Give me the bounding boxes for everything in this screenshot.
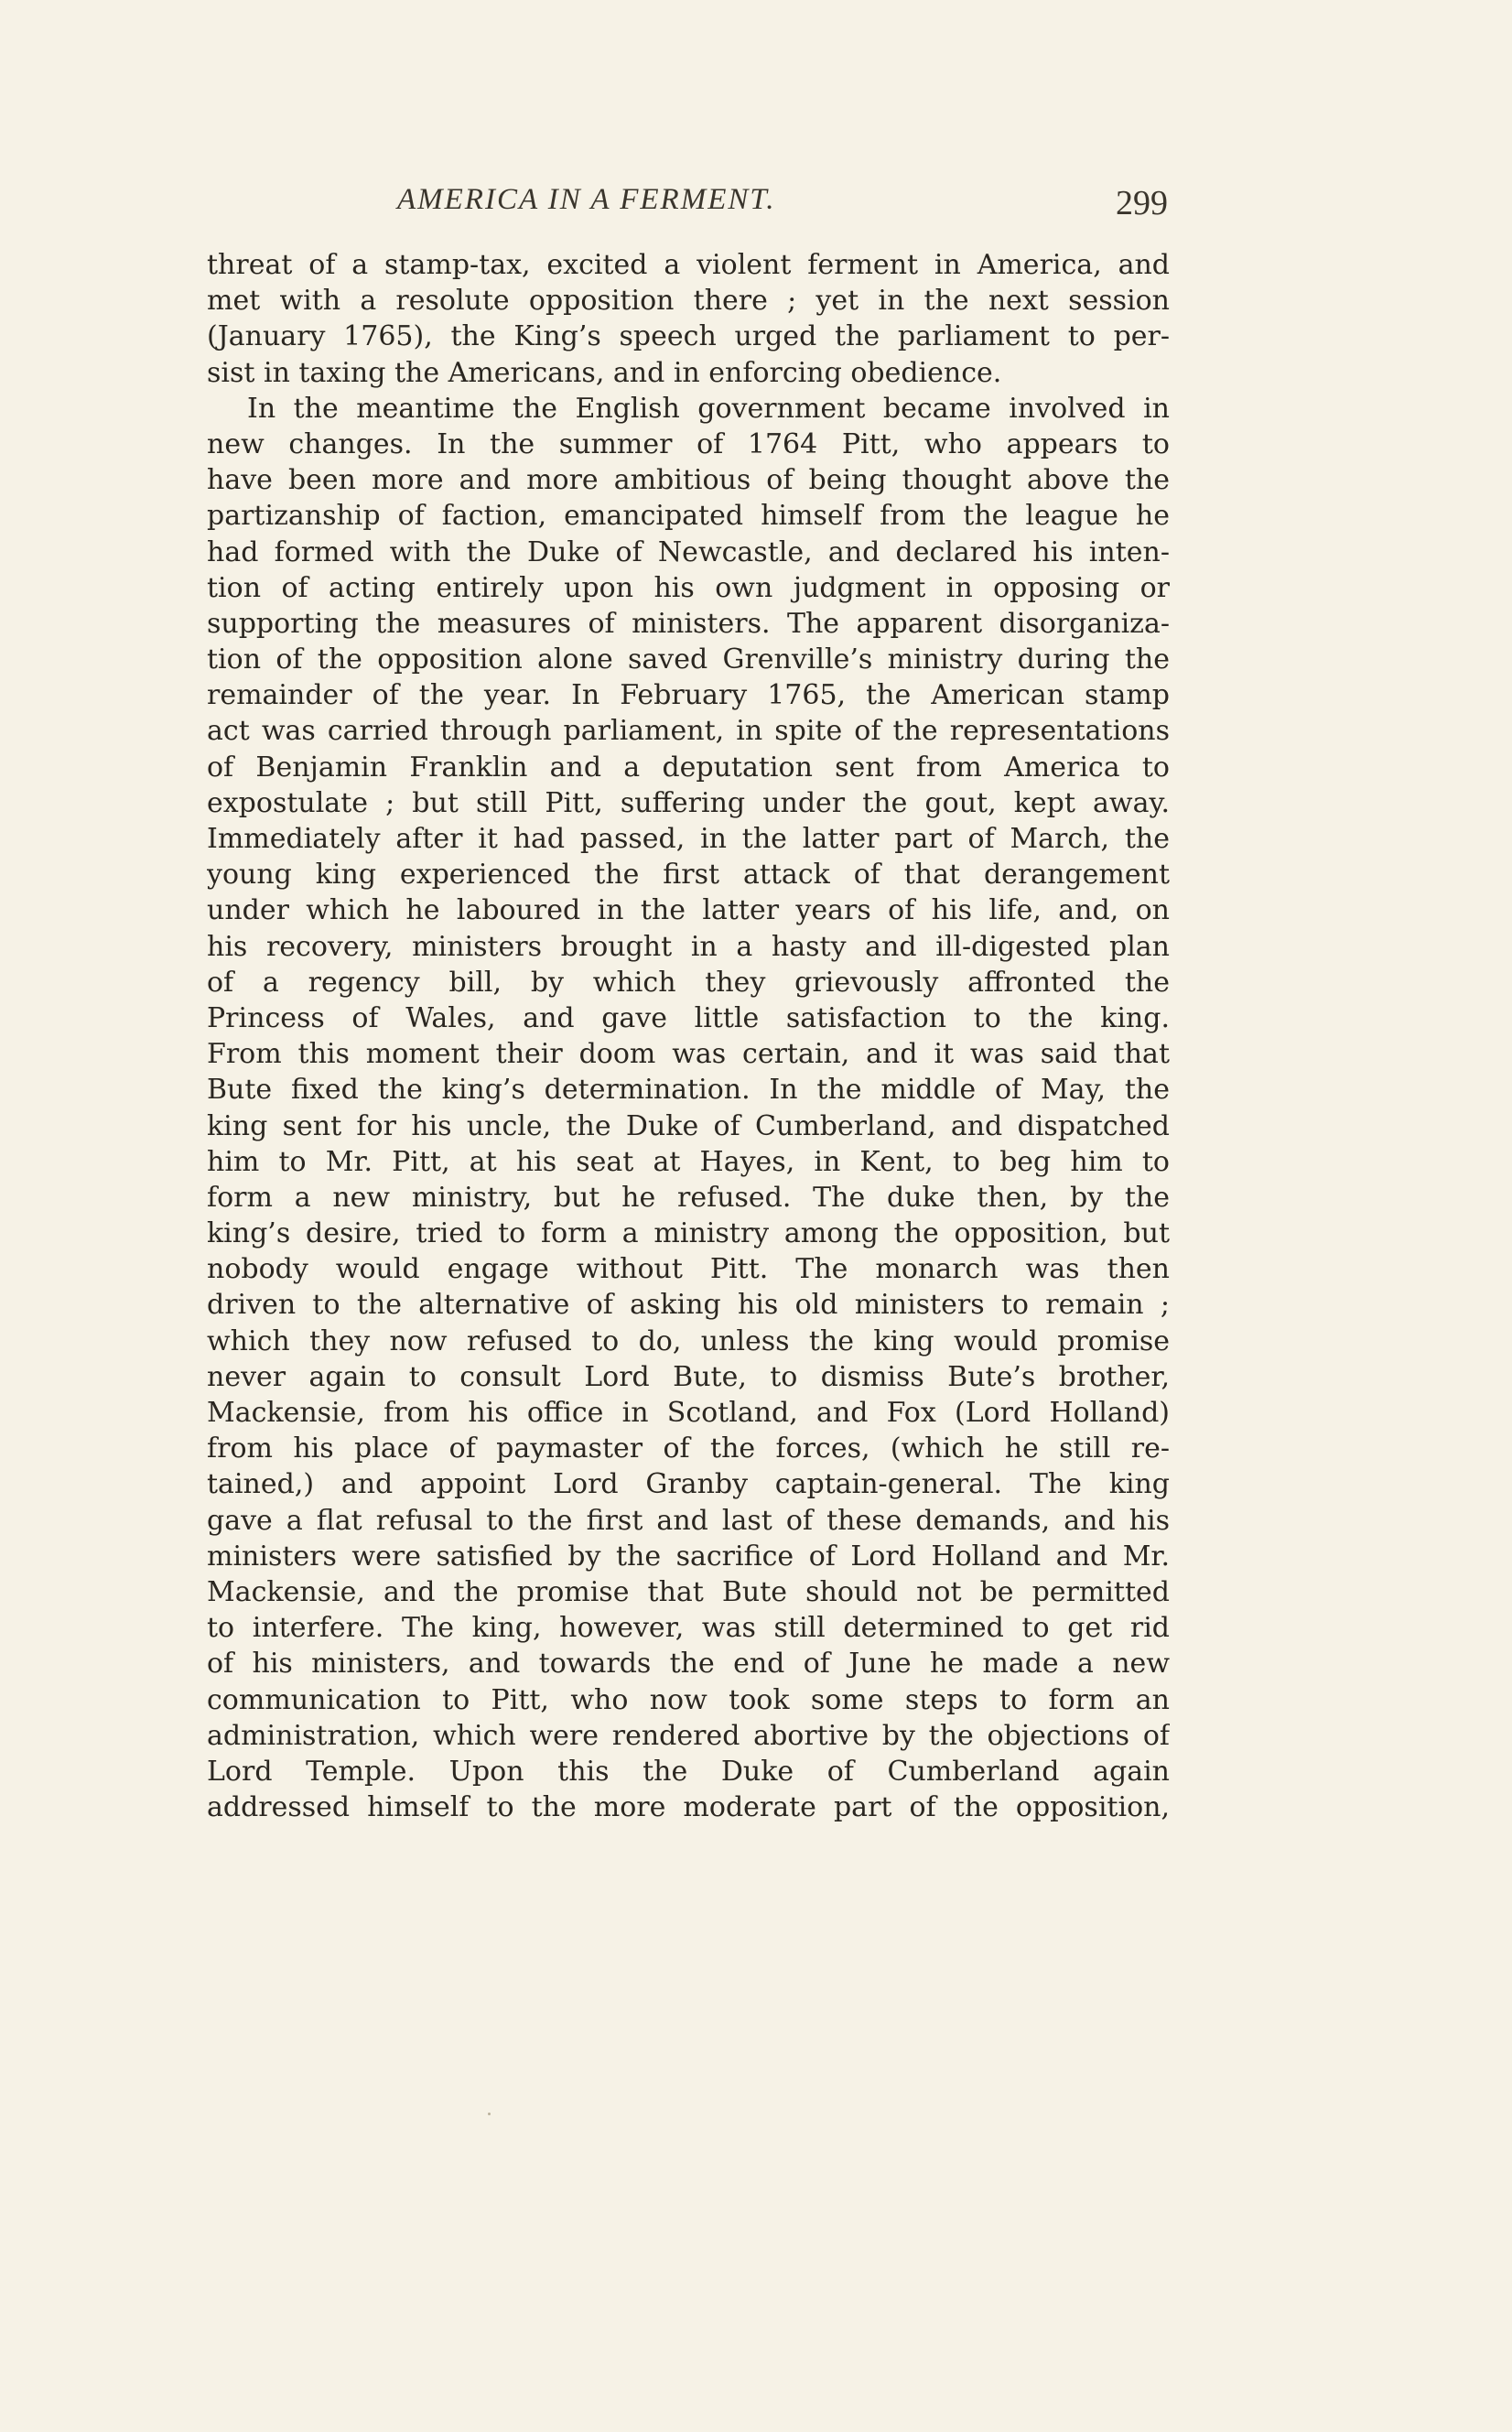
text-line: expostulate ; but still Pitt, suffering under the gout, kept away. [207,786,1170,819]
text-line: tion of the opposition alone saved Grenville’s ministry during the [207,643,1170,676]
text-line: from his place of paymaster of the forces, (which he still re- [207,1432,1170,1465]
text-line: never again to consult Lord Bute, to dismiss Bute’s brother, [207,1360,1170,1393]
text-line: Mackensie, and the promise that Bute should not be permitted [207,1575,1170,1608]
text-line: Bute fixed the king’s determination. In the middle of May, the [207,1074,1170,1107]
text-line: gave a flat refusal to the first and last of these demands, and his [207,1504,1170,1537]
text-line: ministers were satisfied by the sacrifice of Lord Holland and Mr. [207,1540,1170,1573]
text-line: Mackensie, from his office in Scotland, and Fox (Lord Holland) [207,1397,1170,1429]
text-line: driven to the alternative of asking his old ministers to remain ; [207,1289,1170,1322]
text-line: him to Mr. Pitt, at his seat at Hayes, in Kent, to beg him to [207,1145,1170,1178]
text-line: of his ministers, and towards the end of June he made a new [207,1648,1170,1681]
text-line: communication to Pitt, who now took some steps to form an [207,1683,1170,1716]
body-text [207,247,1170,1825]
text-line: In the meantime the English government became involved in [247,392,1170,425]
text-line: Lord Temple. Upon this the Duke of Cumberland again [207,1755,1170,1788]
text-line: tained,) and appoint Lord Granby captain-general. The king [207,1468,1170,1501]
page-number: 299 [1116,184,1168,222]
text-line: met with a resolute opposition there ; yet in the next session [207,285,1170,318]
text-line: of Benjamin Franklin and a deputation sent from America to [207,751,1170,784]
text-line: his recovery, ministers brought in a hasty and ill-digested plan [207,930,1170,963]
paper-speck [488,2113,491,2115]
text-line: to interfere. The king, however, was still determined to get rid [207,1612,1170,1645]
text-line: of a regency bill, by which they grievously affronted the [207,966,1170,999]
text-line: form a new ministry, but he refused. The duke then, by the [207,1181,1170,1214]
text-line: From this moment their doom was certain, and it was said that [207,1038,1170,1071]
text-line: under which he laboured in the latter years of his life, and, on [207,894,1170,927]
text-line: which they now refused to do, unless the king would promise [207,1324,1170,1357]
text-line: young king experienced the first attack of that derangement [207,859,1170,892]
text-line: nobody would engage without Pitt. The monarch was then [207,1253,1170,1286]
text-line: act was carried through parliament, in spite of the representations [207,715,1170,748]
text-line: tion of acting entirely upon his own judgment in opposing or [207,571,1170,604]
text-line: had formed with the Duke of Newcastle, and declared his inten- [207,535,1170,568]
text-line: have been more and more ambitious of being thought above the [207,464,1170,497]
text-line: remainder of the year. In February 1765, the American stamp [207,679,1170,712]
text-line: new changes. In the summer of 1764 Pitt, who appears to [207,427,1170,460]
text-line: sist in taxing the Americans, and in enforcing obedience. [207,356,1002,389]
text-line: Princess of Wales, and gave little satisfaction to the king. [207,1001,1170,1034]
text-line: threat of a stamp-tax, excited a violent ferment in America, and [207,249,1170,281]
text-line: supporting the measures of ministers. The apparent disorganiza- [207,607,1170,640]
running-head [207,183,1170,229]
text-line: partizanship of faction, emancipated himself from the league he [207,500,1170,533]
text-line: administration, which were rendered abortive by the objections of [207,1719,1170,1752]
text-line: king sent for his uncle, the Duke of Cumberland, and dispatched [207,1109,1170,1142]
text-line: addressed himself to the more moderate part of the opposition, [207,1791,1170,1824]
text-line: Immediately after it had passed, in the latter part of March, the [207,823,1170,855]
text-line: (January 1765), the King’s speech urged the parliament to per- [207,320,1170,353]
text-line: king’s desire, tried to form a ministry among the opposition, but [207,1217,1170,1250]
running-title: AMERICA IN A FERMENT. [397,183,776,216]
